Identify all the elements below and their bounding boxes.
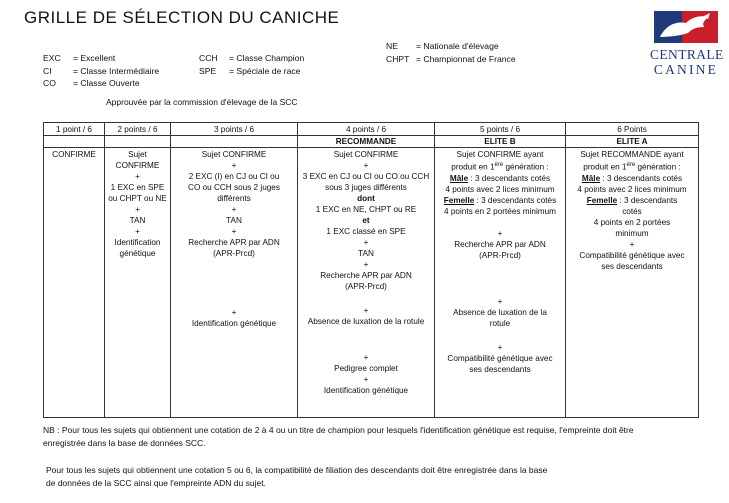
cell-5-points [435,148,566,418]
elite-b-line-4: 4 points avec 2 lices minimum [445,184,555,194]
criteria-line: 1 EXC classé en SPE [326,227,406,236]
criteria-line: Recherche APR par ADN [320,271,412,280]
legend-label: = Classe Intermédiaire [73,65,160,76]
legend-code: CI [43,65,52,76]
criteria-line: + [231,161,237,170]
criteria-line: CONFIRME [115,161,160,170]
nb-line-1: NB : Pour tous les sujets qui obtiennent une cotation de 2 à 4 ou un titre de champion pour lesquels l'identification génétique est requise, l'empreinte doit être [43,425,634,435]
legend-entry [199,65,304,78]
criteria-line: CO ou CCH sous 2 juges [188,183,280,192]
criteria-line: + [135,172,140,181]
criteria-line: + [363,260,369,269]
selection-grid-table [43,122,699,418]
criteria-line: + [135,227,140,236]
criteria-line: (APR-Prcd) [213,249,255,258]
criteria-line: rotule [489,318,511,328]
elite-a-line-8: minimum [615,228,649,238]
subheader-row [44,136,699,148]
criteria-line: + [497,342,503,352]
criteria-row [44,148,699,418]
legend-left [43,52,159,90]
criteria-line: + [497,296,503,306]
header-2-points: 2 points / 6 [105,123,171,136]
logo-line-2: CANINE [653,62,719,77]
criteria-line: Pedigree complet [334,364,398,373]
criteria-line: + [231,205,237,214]
criteria-line: Sujet CONFIRME [333,150,399,159]
criteria-line: + [231,227,237,236]
subheader-elite-a: ELITE A [566,136,699,148]
criteria-line: ses descendants [601,261,663,271]
cell-6-points [566,148,699,418]
criteria-line: Sujet [128,150,147,159]
criteria-line: + [497,228,503,238]
header-4-points: 4 points / 6 [298,123,435,136]
criteria-line: Compatibilité génétique avec [447,353,553,363]
subheader-recommande: RECOMMANDE [298,136,435,148]
legend-code: SPE [199,65,217,76]
approval-note: Approuvée par la commission d'élevage de la SCC [106,97,298,107]
logo-line-1: CENTRALE [650,47,724,62]
legend-entry [386,40,516,53]
dont-label: dont [357,194,375,203]
legend-entry [43,52,159,65]
criteria-line: Identification [114,238,161,247]
criteria-line: 1 EXC en SPE [110,183,165,192]
cell-1-point [44,148,105,418]
elite-a-line-2: produit en 1ère génération : [583,162,681,172]
criteria-line: Identification génétique [191,319,277,328]
criteria-line: différents [217,194,251,203]
legend-code: CCH [199,53,218,63]
nb-line-2: enregistrée dans la base de données SCC. [43,438,206,448]
elite-b-line-2: produit en 1ère génération : [451,162,549,172]
centrale-canine-logo [650,7,722,77]
criteria-line: (APR-Prcd) [345,282,387,291]
criteria-line: Identification génétique [323,386,409,395]
criteria-line: Recherche APR par ADN [454,239,546,249]
legend-entry [43,77,159,90]
criteria-line: Absence de luxation de la [453,307,547,317]
cotation-note [46,464,547,490]
criteria-line: Sujet CONFIRME [201,150,267,159]
legend-label: = Nationale d'élevage [416,41,499,51]
elite-a-line-4: 4 points avec 2 lices minimum [577,184,687,194]
criteria-line: 1 EXC en NE, CHPT ou RE [315,205,417,214]
criteria-line: sous 3 juges différents [325,183,407,192]
subheader-empty-2 [105,136,171,148]
legend-code: CO [43,78,56,88]
subheader-empty-1 [44,136,105,148]
legend-label: = Classe Ouverte [73,78,140,88]
elite-a-line-6: cotés [622,206,642,216]
cell-4-points [298,148,435,418]
elite-a-femelle: Femelle : 3 descendants [586,195,678,205]
elite-a-line-1: Sujet RECOMMANDE ayant [580,150,684,159]
subheader-elite-b: ELITE B [435,136,566,148]
subheader-empty-3 [171,136,298,148]
criteria-line: + [363,353,369,362]
criteria-line: + [363,161,369,170]
legend-label: = Spéciale de race [229,65,301,76]
elite-b-line-1: Sujet CONFIRME ayant [456,150,544,159]
elite-a-male: Mâle : 3 descendants cotés [581,173,683,183]
criteria-line: (APR-Prcd) [479,250,521,260]
header-3-points: 3 points / 6 [171,123,298,136]
nb-note [43,424,634,450]
criteria-line: 2 EXC (I) en CJ ou CI ou [188,172,280,181]
criteria-line: Compatibilité génétique avec [579,250,685,260]
cotation-line-2: de données de la SCC ainsi que l'empreinte ADN du sujet. [46,478,266,488]
legend-middle [199,52,304,77]
criteria-line: ou CHPT ou NE [108,194,167,203]
legend-label: = Championnat de France [416,53,516,64]
header-row [44,123,699,136]
cell-3-points [171,148,298,418]
dog-logo-icon [652,7,720,45]
cell-2-points [105,148,171,418]
elite-b-male: Mâle : 3 descendants cotés [449,173,551,183]
criteria-line: + [363,238,369,247]
criteria-line: TAN [358,249,374,258]
page-title: GRILLE DE SÉLECTION DU CANICHE [24,8,340,27]
legend-right [386,40,516,65]
legend-code: NE [386,41,398,51]
criteria-line: TAN [226,216,242,225]
criteria-line: + [231,308,237,317]
criteria-line: ses descendants [469,364,531,374]
legend-code: CHPT [386,53,410,64]
elite-b-line-6: 4 points en 2 portées minimum [444,206,556,216]
criteria-line: génétique [119,249,156,258]
elite-a-line-7: 4 points en 2 portées [593,217,671,227]
criteria-line: + [629,239,635,249]
header-6-points: 6 Points [566,123,699,136]
criteria-line: + [363,306,369,315]
elite-b-femelle: Femelle : 3 descendants cotés [443,195,557,205]
legend-entry [199,52,304,65]
legend-label: = Excellent [73,53,116,63]
legend-code: EXC [43,53,61,63]
et-label: et [362,216,370,225]
header-5-points: 5 points / 6 [435,123,566,136]
criteria-line: Absence de luxation de la rotule [307,317,425,326]
legend-entry [386,53,516,66]
cotation-line-1: Pour tous les sujets qui obtiennent une cotation 5 ou 6, la compatibilité de filiation des descendants doit être enregistrée dans la base [46,465,548,475]
confirme-label: CONFIRME [52,150,96,159]
legend-label: = Classe Champion [229,53,305,63]
criteria-line: TAN [129,216,146,225]
criteria-line: Recherche APR par ADN [188,238,280,247]
criteria-line: + [363,375,369,384]
header-1-point: 1 point / 6 [44,123,105,136]
legend-entry [43,65,159,78]
criteria-line: 3 EXC en CJ ou CI ou CO ou CCH [302,172,430,181]
criteria-line: + [135,205,140,214]
